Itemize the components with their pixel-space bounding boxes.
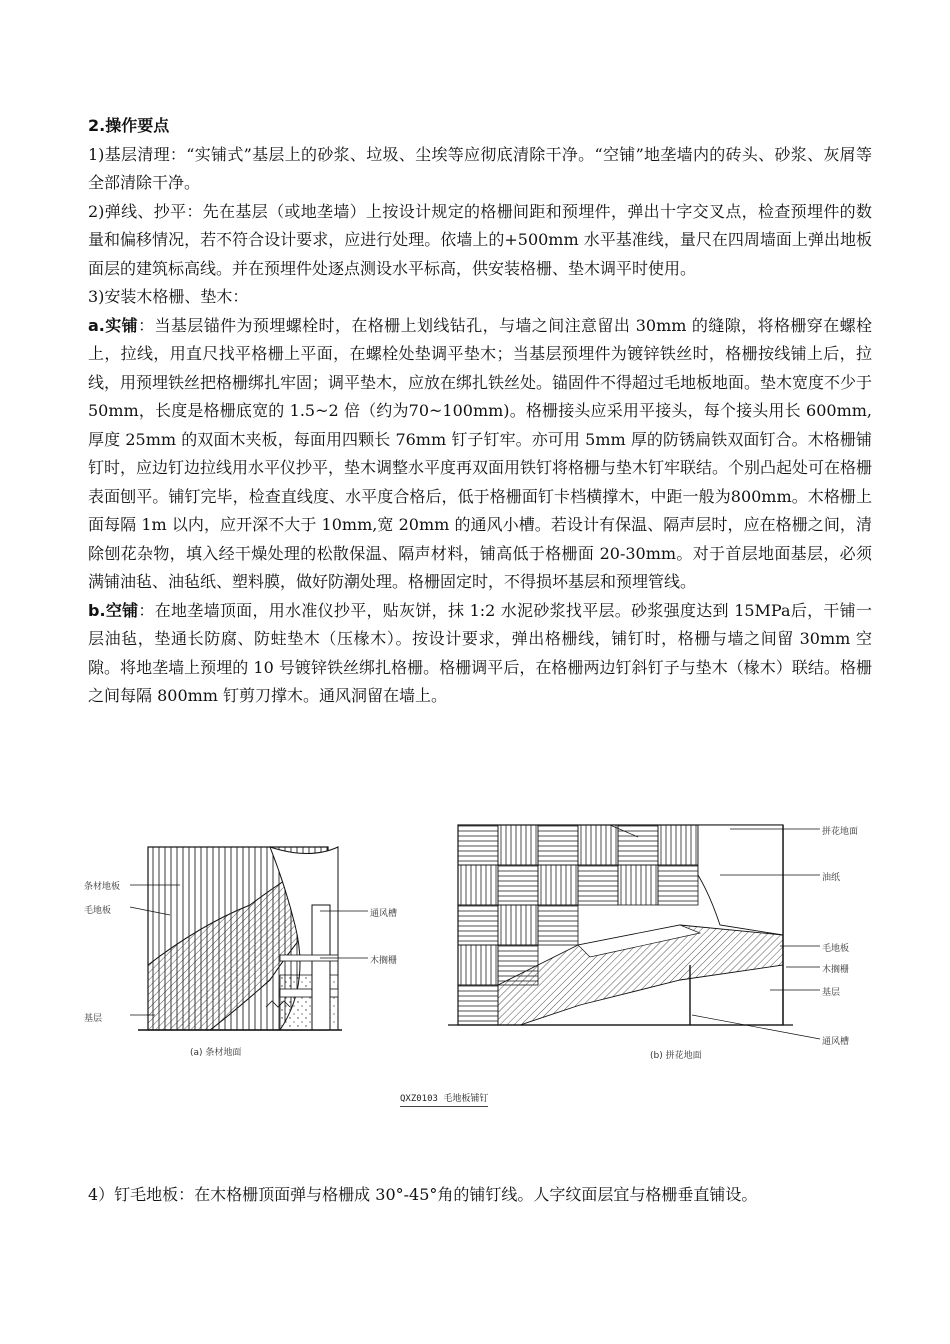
document-body xyxy=(88,112,872,711)
paragraph-subfloor-nailing: 4）钉毛地板：在木格栅顶面弹与格栅成 30°-45°角的铺钉线。人字纹面层宜与格栅垂直铺设。 xyxy=(88,1185,758,1204)
parquet-floor-drawing xyxy=(448,825,820,1039)
hollow-laying-body: ：在地垄墙顶面，用水准仪抄平，贴灰饼，抹 1:2 水泥砂浆找平层。砂浆强度达到 15MPa后，干铺一层油毡，垫通长防腐、防蛀垫木（压椽木）。按设计要求，弹出格栅线，铺钉时，格栅与墙之间留 30mm 空隙。将地垄墙上预埋的 10 号镀锌铁丝绑扎格栅。格栅调平后，在格栅两边钉斜钉子与垫木（椽木）联结。格栅之间每隔 800mm 钉剪刀撑木。通风洞留在墙上。 xyxy=(88,600,872,705)
paragraph-line-leveling: 2)弹线、抄平：先在基层（或地垄墙）上按设计规定的格栅间距和预埋件，弹出十字交叉点，检查预埋件的数量和偏移情况，若不符合设计要求，应进行处理。依墙上的+500mm 水平基准线，量尺在四周墙面上弹出地板面层的建筑标高线。并在预埋件处逐点测设水平标高，供安装格栅、垫木调平时使用。 xyxy=(88,201,872,278)
section-heading: 2.操作要点 xyxy=(88,116,170,135)
label-vent-groove-b: 通风槽 xyxy=(822,1037,850,1047)
label-base-b: 基层 xyxy=(822,988,841,998)
label-parquet-floor: 拼花地面 xyxy=(822,827,859,837)
label-subfloor-b: 毛地板 xyxy=(822,944,850,954)
paragraph-install-joists: 3)安装木格栅、垫木： xyxy=(88,287,249,306)
subfloor-figure xyxy=(80,815,870,1115)
label-vent-groove-a: 通风槽 xyxy=(370,909,398,919)
floor-section-drawings xyxy=(80,815,870,1115)
paragraph-hollow-laying xyxy=(88,597,872,711)
label-strip-floor: 条材地板 xyxy=(84,882,121,892)
figure-title: QXZ0103 毛地板铺钉 xyxy=(400,1091,488,1107)
caption-b: (b) 拼花地面 xyxy=(650,1051,702,1061)
paragraph-solid-laying xyxy=(88,312,872,597)
label-base-a: 基层 xyxy=(84,1014,103,1024)
solid-laying-body: ：当基层锚件为预埋螺栓时，在格栅上划线钻孔，与墙之间注意留出 30mm 的缝隙，将格栅穿在螺栓上，拉线，用直尺找平格栅上平面，在螺栓处垫调平垫木；当基层预埋件为镀锌铁丝时，格栅按线铺上后，拉线，用预埋铁丝把格栅绑扎牢固；调平垫木，应放在绑扎铁丝处。锚固件不得超过毛地板地面。垫木宽度不少于 50mm，长度是格栅底宽的 1.5~2 倍（约为70~100mm)。格栅接头应采用平接头，每个接头用长 600mm,厚度 25mm 的双面木夹板，每面用四颗长 76mm 钉子钉牢。亦可用 5mm 厚的防锈扁铁双面钉合。木格栅铺钉时，应边钉边拉线用水平仪抄平，垫木调整水平度再双面用铁钉将格栅与垫木钉牢联结。个别凸起处可在格栅表面刨平。铺钉完毕，检查直线度、水平度合格后，低于格栅面钉卡档横撑木，中距一般为800mm。木格栅上面每隔 1m 以内，应开深不大于 10mm,宽 20mm 的通风小槽。若设计有保温、隔声层时，应在格栅之间，清除刨花杂物，填入经干燥处理的松散保温、隔声材料，铺高低于格栅面 20-30mm。对于首层地面基层，必须满铺油毡、油毡纸、塑料膜，做好防潮处理。格栅固定时，不得损坏基层和预埋管线。 xyxy=(88,315,873,591)
solid-laying-lead: a.实铺 xyxy=(88,315,139,335)
paragraph-base-cleaning: 1)基层清理：“实铺式”基层上的砂浆、垃圾、尘埃等应彻底清除干净。“空铺”地垄墙内的砖头、砂浆、灰屑等全部清除干净。 xyxy=(88,144,872,192)
label-felt-paper: 油纸 xyxy=(822,873,841,883)
label-joist-b: 木搁栅 xyxy=(822,965,850,975)
hollow-laying-lead: b.空铺 xyxy=(88,600,139,620)
label-subfloor-a: 毛地板 xyxy=(84,906,112,916)
label-joist-a: 木搁栅 xyxy=(370,956,398,966)
strip-floor-drawing xyxy=(130,847,368,1030)
caption-a: (a) 条材地面 xyxy=(190,1048,242,1058)
